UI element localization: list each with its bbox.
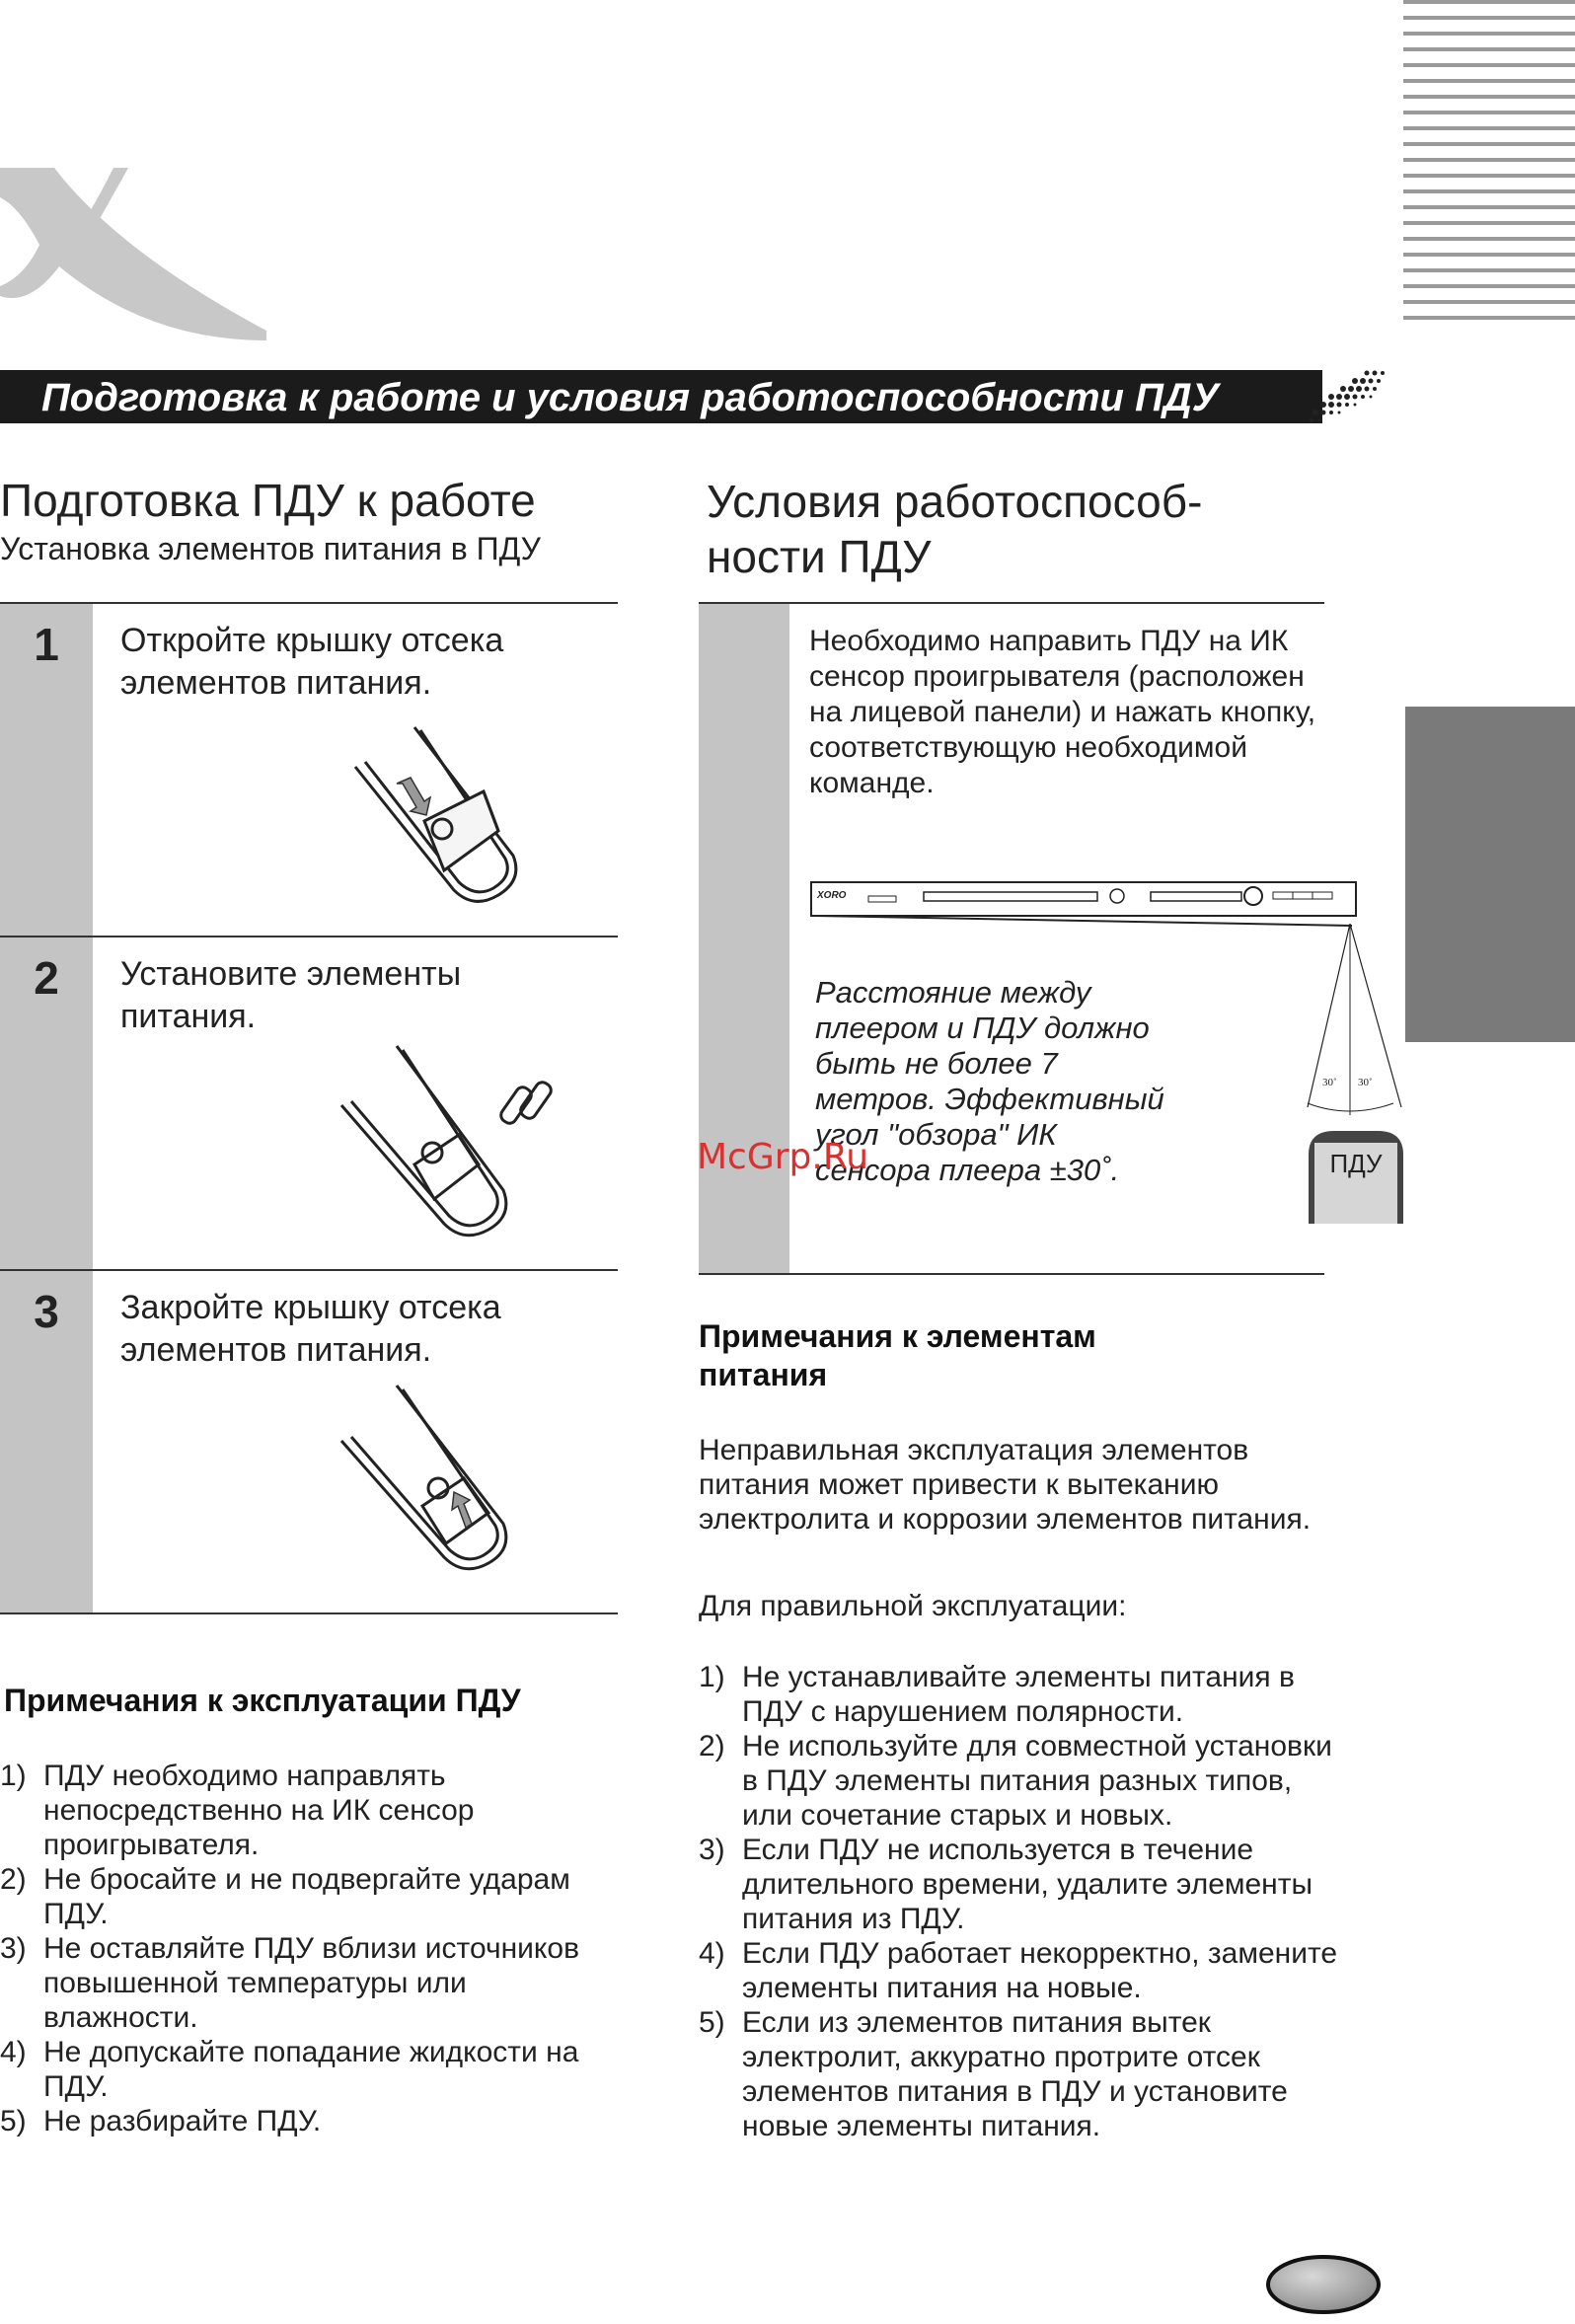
list-item: 3) Если ПДУ не используется в течение длительного времени, удалите элементы питания из ПДУ. bbox=[699, 1834, 1313, 1935]
battery-notes-list bbox=[699, 1660, 1350, 2143]
list-item: 2) Не используйте для совместной установки в ПДУ элементы питания разных типов, или сочетание старых и новых. bbox=[699, 1730, 1332, 1832]
left-subheading: Установка элементов питания в ПДУ bbox=[0, 531, 541, 566]
distance-note: Расстояние между плеером и ПДУ должно быть не более 7 метров. Эффективный угол "обзора" ИК сенсора плеера ±30˚. bbox=[815, 975, 1164, 1187]
step-number: 2 bbox=[34, 952, 59, 1004]
angle-right-label: 30˚ bbox=[1358, 1077, 1373, 1088]
steps-bottom-rule bbox=[0, 1612, 618, 1614]
angle-left-label: 30˚ bbox=[1322, 1077, 1337, 1088]
section-title-bar bbox=[0, 370, 1322, 423]
list-item: 3) Не оставляйте ПДУ вблизи источников повышенной температуры или влажности. bbox=[0, 1932, 580, 2034]
steps-table bbox=[0, 602, 618, 1614]
xoro-logo bbox=[0, 158, 266, 340]
right-heading: Условия работоспособ-ности ПДУ bbox=[707, 476, 1203, 582]
remote-close-cover-illustration bbox=[336, 1380, 533, 1587]
remote-notes-list bbox=[0, 1759, 622, 2138]
title-dots-decoration bbox=[1308, 367, 1387, 426]
remote-label: ПДУ bbox=[1329, 1149, 1383, 1178]
conditions-text: Необходимо направить ПДУ на ИК сенсор проигрывателя (расположен на лицевой панели) и нажать кнопку, соответствующую необходимой команде. bbox=[809, 625, 1316, 799]
step-3 bbox=[0, 1269, 618, 1614]
watermark: McGrp.Ru bbox=[697, 1137, 869, 1177]
left-heading: Подготовка ПДУ к работе bbox=[0, 475, 536, 526]
page-number-oval bbox=[1265, 2254, 1382, 2315]
header-stripes bbox=[1403, 0, 1575, 340]
side-tab bbox=[1405, 707, 1575, 1042]
step-number: 1 bbox=[34, 619, 59, 670]
list-item: 1) ПДУ необходимо направлять непосредственно на ИК сенсор проигрывателя. bbox=[0, 1760, 475, 1861]
step-text: Закройте крышку отсека элементов питания. bbox=[120, 1289, 501, 1369]
battery-notes-heading: Примечания к элементам питания bbox=[699, 1318, 1096, 1392]
step-2 bbox=[0, 936, 618, 1271]
step-text: Откройте крышку отсека элементов питания. bbox=[120, 622, 504, 702]
proper-use-text: Для правильной эксплуатации: bbox=[699, 1590, 1127, 1622]
remote-insert-batteries-illustration bbox=[336, 1036, 553, 1253]
remote-open-cover-illustration bbox=[336, 712, 533, 920]
list-item: 4) Если ПДУ работает некорректно, замените элементы питания на новые. bbox=[699, 1937, 1338, 2004]
step-number: 3 bbox=[34, 1286, 59, 1337]
remote-notes-heading: Примечания к эксплуатации ПДУ bbox=[4, 1683, 521, 1718]
battery-warning-text: Неправильная эксплуатация элементов питания может привести к вытеканию электролита и коррозии элементов питания. bbox=[699, 1434, 1312, 1536]
list-item: 1) Не устанавливайте элементы питания в ПДУ с нарушением полярности. bbox=[699, 1661, 1295, 1728]
list-item: 5) Если из элементов питания вытек электролит, аккуратно протрите отсек элементов питания в ПДУ и установите новые элементы питания. bbox=[699, 2006, 1288, 2142]
section-title: Подготовка к работе и условия работоспособности ПДУ bbox=[41, 376, 1219, 419]
list-item: 2) Не бросайте и не подвергайте ударам ПДУ. bbox=[0, 1863, 570, 1930]
list-item: 4) Не допускайте попадание жидкости на ПДУ. bbox=[0, 2036, 579, 2103]
list-item: 5) Не разбирайте ПДУ. bbox=[0, 2105, 322, 2137]
step-1 bbox=[0, 602, 618, 937]
player-brand: XORO bbox=[817, 890, 847, 901]
step-text: Установите элементы питания. bbox=[120, 955, 462, 1035]
